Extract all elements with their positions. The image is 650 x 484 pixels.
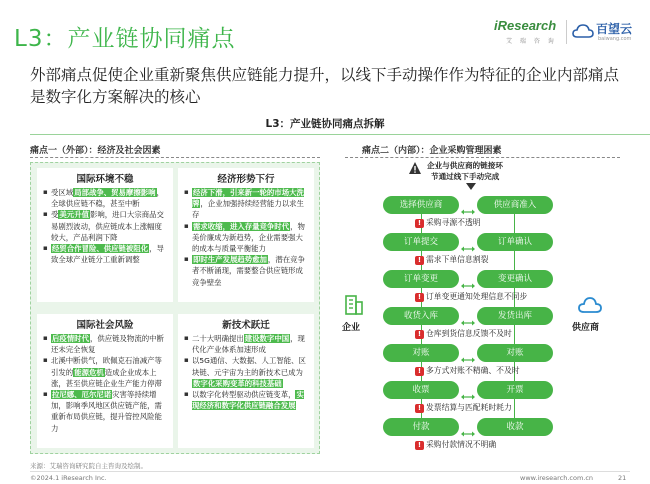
right-header-note-2: 节通过线下手动完成 [431, 172, 500, 181]
iresearch-logo-sub: 艾 瑞 咨 询 [506, 38, 557, 45]
highlight-text: 需求收缩，进入存量竞争时代 [193, 221, 290, 231]
double-arrow-icon [461, 349, 475, 357]
risk-card-item [184, 389, 309, 411]
pain-point-note [415, 365, 520, 376]
highlight-text: 实现经济和数字化供应链融合发展 [192, 390, 304, 411]
logo-divider [566, 20, 567, 44]
section-divider [30, 134, 650, 135]
highlight-text: 即时生产发展趋势愈加 [193, 255, 267, 265]
item-text: ，物美价廉成为新趋势，企业需要强大的成本与质量平衡能力 [192, 221, 305, 254]
item-text: 灾害等持续增加，影响季风地区供应链产能，需重新布局供应链，提升管控风险能力 [51, 390, 162, 433]
pain-point-text: 多方式对账不精确、不及时 [426, 366, 520, 375]
right-label-underline [345, 157, 620, 158]
iresearch-logo: iResearch [494, 18, 557, 33]
risk-card-item [43, 187, 168, 209]
pain-point-text: 仓库到货信息反馈不及时 [426, 329, 512, 338]
item-text: 受区域 [51, 188, 74, 197]
enterprise-step: 选择供应商 [383, 196, 459, 214]
item-text: 影响，进口大宗商品交易剧烈波动，供应链成本上涨幅度较大，产品利润下降 [51, 210, 164, 242]
item-text: ，现代化产业体系加速形成 [192, 334, 305, 355]
enterprise-step: 订单变更 [383, 270, 459, 288]
alert-icon: ! [415, 330, 424, 339]
supplier-step: 发货出库 [477, 307, 553, 325]
alert-icon: ! [415, 367, 424, 376]
pain-point-text: 发票结算与匹配耗时耗力 [426, 403, 512, 412]
pain-point-note [415, 291, 527, 302]
risk-card [37, 314, 173, 448]
risk-card-item [184, 187, 309, 221]
double-arrow-icon [461, 312, 475, 320]
building-icon [343, 292, 365, 316]
supplier-step: 收款 [477, 418, 553, 436]
highlight-text: 美元升值 [59, 210, 89, 220]
page-number: 21 [618, 474, 627, 482]
item-text: ，潜在竞争者不断涌现，需要整合供应链形成竞争壁垒 [192, 255, 305, 287]
right-section-label: 痛点二（内部）：企业采购管理困素 [362, 146, 502, 156]
item-text: ，供应链及物流的中断还未完全恢复 [51, 334, 164, 355]
pain-point-text: 采购付款情况不明确 [426, 440, 497, 449]
double-arrow-icon [461, 238, 475, 246]
risk-card-item [43, 333, 168, 355]
risk-card [178, 314, 314, 448]
risk-card-item [184, 355, 309, 389]
highlight-text: 局部战争、贸易摩擦影响 [74, 188, 156, 197]
highlight-text: 数字化采购变革的科技基础 [193, 378, 282, 388]
pain-point-text: 采购寻源不透明 [426, 218, 481, 227]
section-title: L3：产业链协同痛点拆解 [265, 118, 385, 130]
double-arrow-icon [461, 201, 475, 209]
double-arrow-icon [461, 275, 475, 283]
risk-card-item [43, 209, 168, 243]
item-text: 二十大明确提出 [192, 334, 244, 343]
copyright: ©2024.1 iResearch Inc. [30, 474, 107, 482]
alert-icon: ! [415, 256, 424, 265]
supplier-step: 订单确认 [477, 233, 553, 251]
double-arrow-icon [461, 386, 475, 394]
supplier-cloud-icon [578, 296, 602, 314]
page-subtitle: 外部痛点促使企业重新聚焦供应链能力提升，以线下手动操作作为特征的企业内部痛点是数字化方案解决的核心 [30, 66, 620, 106]
supplier-step: 开票 [477, 381, 553, 399]
footer-divider [30, 471, 630, 472]
enterprise-step: 付款 [383, 418, 459, 436]
highlight-text: 建设数字中国 [244, 334, 290, 343]
item-text: 受 [51, 210, 59, 220]
item-text: ，导致全球产业链分工重新调整 [51, 244, 164, 265]
enterprise-step: 收票 [383, 381, 459, 399]
risk-card-title: 经济形势下行 [217, 174, 275, 185]
risk-card-item [184, 254, 309, 288]
down-arrow-icon [466, 183, 476, 190]
pain-point-note [415, 439, 496, 450]
risk-card [178, 168, 314, 302]
item-text: 以5G通信、大数据、人工智能、区块链、元宇宙为主的新技术已成为 [192, 356, 306, 377]
enterprise-step: 对账 [383, 344, 459, 362]
highlight-text: 经济下滑，引来新一轮的市场大洗牌 [192, 188, 304, 209]
highlight-text: 经贸合作冒险、供应链被阻化 [52, 244, 149, 254]
risk-card-title: 国际环境不稳 [76, 174, 134, 185]
enterprise-label: 企业 [342, 323, 361, 333]
risk-card-item [43, 243, 168, 265]
website: www.iresearch.com.cn [520, 474, 594, 482]
double-arrow-icon [461, 423, 475, 431]
warning-icon [408, 160, 422, 174]
risk-card-item [184, 333, 309, 355]
risk-card-title: 国际社会风险 [76, 320, 134, 331]
item-text: ，全球供应链不稳，甚至中断 [51, 188, 164, 209]
alert-icon: ! [415, 219, 424, 228]
left-section-label: 痛点一（外部）：经济及社会因素 [30, 146, 161, 156]
risk-card-item [184, 221, 309, 255]
supplier-step: 对账 [477, 344, 553, 362]
right-header-note-1: 企业与供应商的链接环 [427, 161, 503, 170]
pain-point-note [415, 402, 512, 413]
risk-card-item [43, 355, 168, 389]
pain-point-note [415, 217, 481, 228]
supplier-step: 变更确认 [477, 270, 553, 288]
highlight-text: 后疫情时代 [52, 334, 89, 343]
page-title: L3：产业链协同痛点 [14, 26, 236, 52]
pain-point-note [415, 254, 488, 265]
left-label-underline [30, 157, 320, 158]
highlight-text: 拉尼娜、厄尔尼诺 [52, 390, 112, 400]
alert-icon: ! [415, 404, 424, 413]
source-note: 来源：艾瑞咨询研究院自主咨询及绘制。 [30, 462, 147, 470]
pain-point-text: 需求下单信息割裂 [426, 255, 489, 264]
item-text: 以数字化转型驱动供应链变革， [192, 390, 296, 400]
supplier-label: 供应商 [572, 323, 600, 333]
risk-card-title: 新技术跃迁 [222, 320, 270, 331]
cloud-icon [572, 24, 594, 38]
baiwang-logo-sub: baiwang.com [598, 36, 632, 42]
item-text: 造成企业成本上涨，甚至供应链企业生产能力停滞 [51, 367, 162, 388]
enterprise-step: 订单提交 [383, 233, 459, 251]
highlight-text: 能源危机 [74, 367, 104, 377]
risk-card [37, 168, 173, 302]
alert-icon: ! [415, 293, 424, 302]
risk-card-item [43, 389, 168, 434]
supplier-step: 供应商准入 [477, 196, 553, 214]
item-text: 北溪中断供气，欧佩克石油减产等引发的 [51, 356, 162, 377]
pain-point-text: 订单变更通知处理信息不同步 [426, 292, 528, 301]
alert-icon: ! [415, 441, 424, 450]
item-text: ，企业加强持续经营能力以求生存 [192, 199, 304, 220]
enterprise-step: 收货入库 [383, 307, 459, 325]
pain-point-note [415, 328, 512, 339]
baiwang-logo: 百望云 [596, 22, 633, 36]
